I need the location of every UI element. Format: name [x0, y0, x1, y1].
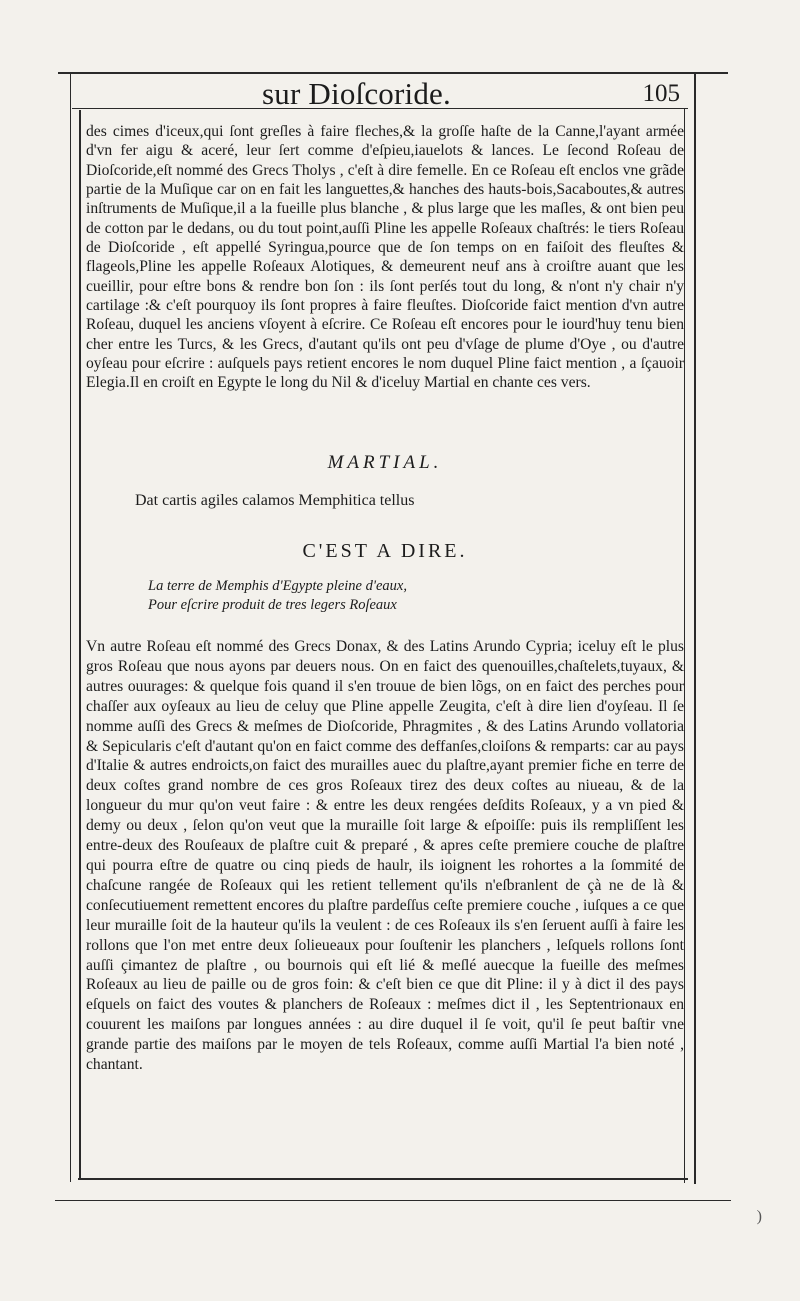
frame-rule-right-inner [684, 108, 685, 1183]
body-paragraph-1 [86, 122, 684, 393]
martial-heading: MARTIAL. [327, 452, 443, 473]
translation-line: Pour eſcrire produit de tres legers Roſeaux [148, 597, 397, 613]
page-header [82, 74, 682, 111]
frame-rule-bottom-outer [55, 1200, 731, 1201]
cest-a-dire-heading: C'EST A DIRE. [302, 540, 468, 562]
page-number: 105 [642, 80, 680, 107]
running-title: sur Dioſcoride. [262, 76, 451, 111]
frame-rule-right [694, 74, 696, 1184]
body-paragraph-2 [86, 637, 684, 1075]
translation-line: La terre de Memphis d'Egypte pleine d'eaux, [148, 578, 407, 594]
paragraph-text: des cimes d'iceux,qui ſont greſles à faire fleches,& la groſſe haſte de la Canne,l'ayant armée d'vn fer aigu & aceré, leur ſert comme d'eſpieu,iauelots & lances. Le ſecond Roſeau de Dioſcoride,eſt nommé des Grecs Tholys , c'eſt à dire femelle. En ce Roſeau eſt enclos vne grãde partie de la Muſique car on en fait les languettes,& hanches des hauts-bois,Sacaboutes,& autres inſtruments de Muſique,il a la fueille plus blanche , & plus large que les maſles, & ont bien peu de cotton par le dedans, ou du tout point,auſſi Pline les appelle Roſeaux chaſtrés: le tiers Roſeau de Dioſcoride , eſt appellé Syringua,pource que de ſon temps on en faiſoit des fleuſtes & flageols,Pline les appelle Roſeaux Alotiques, & demeurent neuf ans à croiſtre auant que les cueillir, pour eſtre bons & rendre bon ſon : ils ſont perſés tout du long, & n'ont n'y chair n'y cartilage :& c'eſt pourquoy ils ſont propres à faire fleuſtes. Dioſcoride faict mention d'vn autre Roſeau, duquel les anciens vſoyent à eſcrire. Ce Roſeau eſt encores pour le iourd'huy tenu bien cher entre les Turcs, & les Grecs, d'autant qu'ils ont peu d'vſage de plume d'Oye , ou d'autre oyſeau pour eſcrire : auſquels pays retient encores le nom duquel Pline faict mention , a ſçauoir Elegia.Il en croiſt en Egypte le long du Nil & d'iceluy Martial en chante ces vers. [86, 123, 684, 392]
frame-rule-left-inner [79, 110, 81, 1180]
frame-rule-bottom [78, 1178, 688, 1180]
paragraph-text: Vn autre Roſeau eſt nommé des Grecs Donax, & des Latins Arundo Cypria; iceluy eſt le plus gros Roſeau que nous ayons par deuers nous. On en faict des quenouilles,chaſtelets,tuyaux, & autres ouurages: & quelque fois quand il s'en trouue de bien lõgs, on en faict des perches pour chaſſer aux oyſeaux au lieu de celuy que Pline appelle Zeugita, c'eſt à dire lien d'oyſeau. Il ſe nomme auſſi des Grecs & meſmes de Dioſcoride, Phragmites , & des Latins Arundo vollatoria & Sepicularis c'eſt d'autant qu'on en faict comme des deffanſes,cloiſons & remparts: car au pays d'Italie & autres endroicts,on faict des murailles auec du plaſtre,ayant premier fiche en terre de deux coſtes grand nombre de ces gros Roſeaux tirez des deux coſtes au niueau, & de la longueur du mur qu'on veut faire : & entre les deux rengées deſdits Roſeaux, y a vn pied & demy ou deux , ſelon qu'on veut que la muraille ſoit large & eſpoiſſe: puis ils rempliſſent les entre-deux des Rouſeaux de plaſtre cuit & preparé , & apres ceſte premiere couche de plaſtre qui pourra eſtre de quatre ou cinq pieds de haulr, ils ioignent les rohortes a la ſommité de chaſcune rangée de Roſeaux qui les retient tellement qu'ils n'eſbranlent de çà ne de là & conſecutiuement remettent encores du plaſtre pardeſſus ceſte premiere couche , iuſques a ce que leur muraille ſoit de la hauteur qu'ils la veulent : de ces Roſeaux ils s'en ſeruent auſſi à faire les rollons que l'on met entre deux ſolieueaux pour ſouſtenir les planchers , leſquels rollons ſont auſſi çimantez de plaſtre , ou bournois qui eſt lié & meſlé auecque la fueille des meſmes Roſeaux au lieu de paille ou de gros foin: & c'eſt bien ce que dit Pline: il y à dict il des pays eſquels on faict des voutes & planchers de Roſeaux : meſmes dict il , les Septentrionaux en couurent les maiſons par longues années : au dire duquel il ſe voit, qu'il ſe peut baſtir vne grande partie des maiſons par le moyen de tels Roſeaux, comme auſſi Martial l'a bien noté , chantant. [86, 638, 684, 1074]
frame-rule-left [70, 74, 71, 1182]
edge-mark: ) [756, 1208, 762, 1225]
verse-translation [148, 577, 407, 615]
latin-verse: Dat cartis agiles calamos Memphitica tellus [135, 492, 415, 509]
